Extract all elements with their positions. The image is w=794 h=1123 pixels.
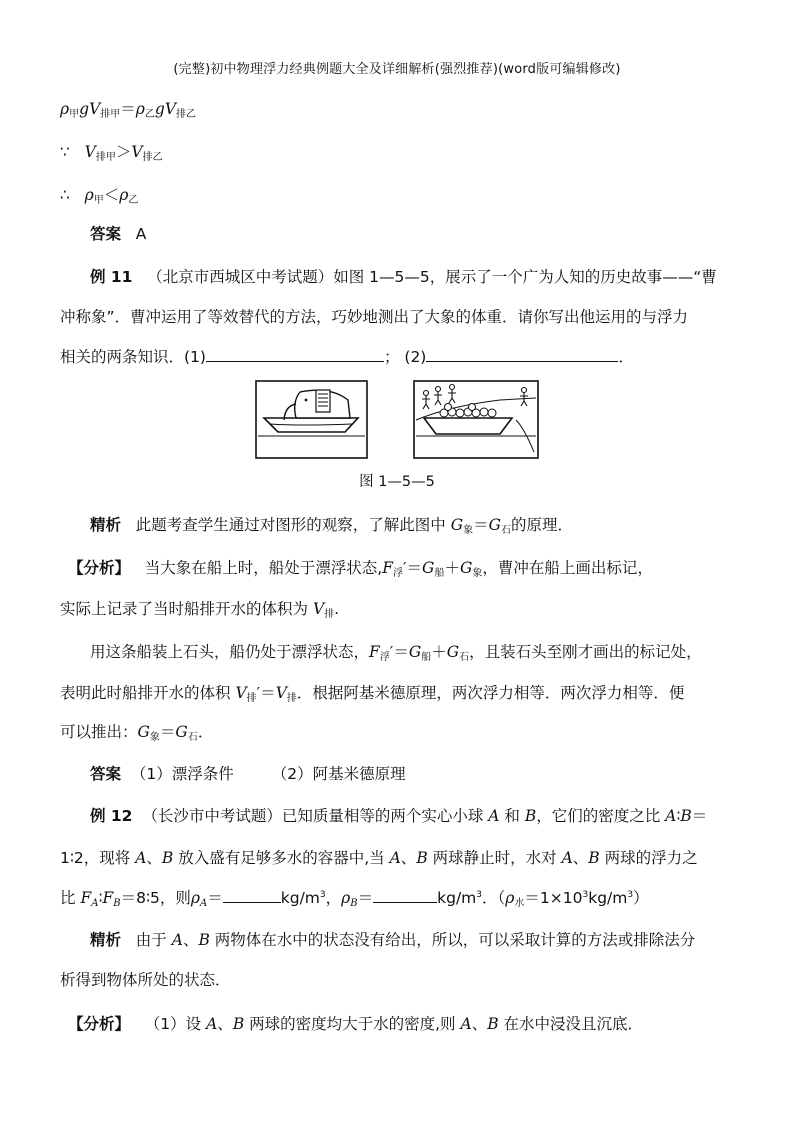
analysis-11-para-2b: 表明此时船排开水的体积 V排′＝V排．根据阿基米德原理，两次浮力相等．两次浮力相等．便 — [60, 684, 685, 704]
analysis-11-summary: 精析 此题考查学生通过对图形的观察，了解此图中 G象＝G石的原理． — [90, 516, 574, 536]
example-12-line-1: 例 12 （长沙市中考试题）已知质量相等的两个实心小球 A 和 B，它们的密度之比 A∶B＝ — [90, 807, 708, 825]
answer-blank-1[interactable] — [206, 347, 384, 362]
stone-panel — [414, 381, 538, 458]
elephant-boat-illustration — [0, 380, 794, 460]
analysis-12-para-1: 【分析】 （1）设 A、B 两球的密度均大于水的密度,则 A、B 在水中浸没且沉底． — [68, 1015, 644, 1033]
formula-density-compare: ∴ ρ甲＜ρ乙 — [60, 186, 139, 206]
answer-line: 答案 A — [90, 225, 147, 243]
figure-caption: 图 1—5—5 — [359, 474, 435, 490]
document-header: (完整)初中物理浮力经典例题大全及详细解析(强烈推荐)(word版可编辑修改) — [173, 62, 621, 77]
formula-buoyancy-equality: ρ甲gV排甲＝ρ乙gV排乙 — [60, 100, 197, 120]
example-11-line-3: 相关的两条知识．(1) ； (2) ． — [60, 348, 634, 366]
analysis-11-para-2c: 可以推出：G象＝G石． — [60, 723, 214, 743]
elephant-panel — [256, 381, 367, 458]
density-a-blank[interactable] — [223, 888, 281, 903]
answer-11: 答案 （1）漂浮条件 （2）阿基米德原理 — [90, 765, 406, 783]
analysis-12-summary-2: 析得到物体所处的状态． — [60, 971, 231, 989]
figure-cao-chong-elephant — [0, 380, 794, 460]
density-b-blank[interactable] — [373, 888, 437, 903]
example-12-line-2: 1∶2，现将 A、B 放入盛有足够多水的容器中,当 A、B 两球静止时，水对 A、B 两球的浮力之 — [60, 849, 698, 867]
analysis-12-summary-1: 精析 由于 A、B 两物体在水中的状态没有给出，所以，可以采取计算的方法或排除法分 — [90, 931, 696, 949]
formula-volume-compare: ∵ V排甲＞V排乙 — [60, 143, 163, 163]
analysis-11-para-1: 【分析】 当大象在船上时，船处于漂浮状态,F浮′＝G船＋G象，曹冲在船上画出标记， — [68, 559, 653, 579]
example-11-line-1: 例 11 （北京市西城区中考试题）如图 1—5—5，展示了一个广为人知的历史故事——“曹 — [90, 268, 717, 286]
answer-blank-2[interactable] — [426, 347, 618, 362]
example-12-line-3: 比 FA∶FB＝8∶5，则$\rho A= kg/m^3$，$\rho B= kg/m^3$．（ρ水$=1\times 10^3kg/m^3$） — [60, 889, 649, 909]
analysis-11-para-2: 用这条船装上石头，船仍处于漂浮状态，F浮′＝G船＋G石，且装石头至刚才画出的标记处， — [90, 643, 702, 663]
example-11-line-2: 冲称象”．曹冲运用了等效替代的方法，巧妙地测出了大象的体重．请你写出他运用的与浮力 — [60, 308, 689, 326]
analysis-11-para-1b: 实际上记录了当时船排开水的体积为 V排. — [60, 600, 340, 620]
